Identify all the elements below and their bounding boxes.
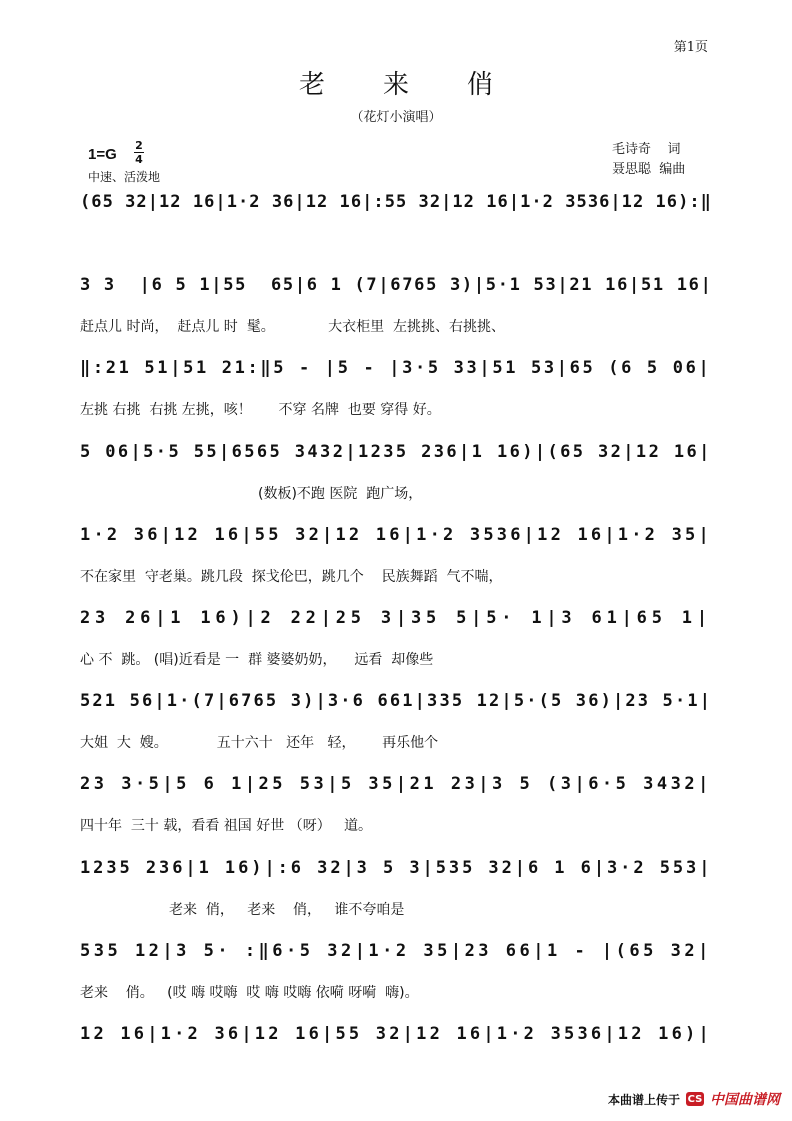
lyrics-line <box>80 900 712 920</box>
notation-line <box>80 356 712 382</box>
lyrics-line <box>80 983 712 1003</box>
lyrics-text: (数板)不跑 医院 跑广场， <box>80 486 423 502</box>
key-signature: 1=G <box>88 146 117 163</box>
time-signature-bottom: 4 <box>135 153 143 166</box>
lyrics-line <box>80 234 712 254</box>
notation-line <box>80 190 712 216</box>
tempo-marking: 中速、活泼地 <box>88 170 161 184</box>
notation-line <box>80 440 712 466</box>
composer-credit: 聂思聪 编曲 <box>612 162 686 177</box>
jianpu-notes: 1·2 36|12 16|55 32|12 16|1·2 3536|12 16|1·2 35| <box>80 525 712 545</box>
notation-line <box>80 689 712 715</box>
site-name: 中国曲谱网 <box>710 1092 780 1108</box>
lyrics-line <box>80 484 712 504</box>
jianpu-notes: 5 06|5·5 55|6565 3432|1235 236|1 16)|(65 32|12 16| <box>80 442 712 462</box>
song-title: 老来俏 <box>298 70 551 100</box>
lyrics-text: 四十年 三十 载，看看 祖国 好世 （呀） 道。 <box>80 818 373 834</box>
time-signature <box>134 140 144 165</box>
lyrics-text: 老来 俏。 (哎 嗨 哎嗨 哎 嗨 哎嗨 依嗬 呀嗬 嗨)。 <box>80 985 419 1001</box>
lyrics-line <box>80 567 712 587</box>
notation-line <box>80 606 712 632</box>
notation-line <box>80 1022 712 1048</box>
page-number: 第1页 <box>673 40 708 55</box>
notation-line <box>80 523 712 549</box>
jianpu-notes: 23 3·5|5 6 1|25 53|5 35|21 23|3 5 (3|6·5 3432| <box>80 774 712 794</box>
time-signature-top: 2 <box>135 139 143 152</box>
upload-footer <box>608 1089 780 1109</box>
jianpu-notes: 3 3 |6 5 1|55 65|6 1 (7|6765 3)|5·1 53|21 16|51 16| <box>80 275 713 295</box>
jianpu-notes: 23 26|1 16)|2 22|25 3|35 5|5· 1|3 61|65 1| <box>80 608 712 628</box>
jianpu-notes: (65 32|12 16|1·2 36|12 16|:55 32|12 16|1·2 3536|12 16):‖ <box>80 192 712 212</box>
lyrics-text: 不在家里 守老巢。跳几段 探戈伦巴，跳几个 民族舞蹈 气不喘， <box>80 569 503 585</box>
lyrics-line <box>80 650 712 670</box>
notation-line <box>80 772 712 798</box>
lyrics-text: 赶点儿 时尚， 赶点儿 时 髦。 大衣柜里 左挑挑、右挑挑、 <box>80 319 506 335</box>
lyrics-line <box>80 400 712 420</box>
lyrics-text: 左挑 右挑 右挑 左挑，咳！ 不穿 名牌 也要 穿得 好。 <box>80 402 441 418</box>
jianpu-notes: 12 16|1·2 36|12 16|55 32|12 16|1·2 3536|12 16)| <box>80 1024 712 1044</box>
jianpu-notes: ‖:21 51|51 21:‖5 - |5 - |3·5 33|51 53|65 (6 5 06| <box>80 358 712 378</box>
jianpu-notes: 521 56|1·(7|6765 3)|3·6 661|335 12|5·(5 36)|23 5·1| <box>80 691 713 711</box>
lyrics-line <box>80 733 712 753</box>
credits <box>612 140 685 180</box>
notation-line <box>80 939 712 965</box>
lyricist-credit: 毛诗奇 词 <box>612 142 681 157</box>
lyrics-text: 老来 俏， 老来 俏， 谁不夸咱是 <box>80 902 405 918</box>
lyrics-text: 心 不 跳。 (唱)近看是 一 群 婆婆奶奶， 远看 却像些 <box>80 652 434 668</box>
upload-note: 本曲谱上传于 <box>607 1092 680 1107</box>
notation-line <box>80 856 712 882</box>
lyrics-line <box>80 317 712 337</box>
song-subtitle: （花灯小演唱） <box>350 110 442 125</box>
jianpu-notes: 535 12|3 5· :‖6·5 32|1·2 35|23 66|1 - |(65 32| <box>80 941 712 961</box>
jianpu-notes: 1235 236|1 16)|:6 32|3 5 3|535 32|6 1 6|3·2 553| <box>80 858 713 878</box>
notation-line <box>80 273 712 299</box>
lyrics-text: 大姐 大 嫂。 五十六十 还年 轻， 再乐他个 <box>80 735 439 751</box>
site-logo-icon: CS <box>687 1093 703 1105</box>
lyrics-line <box>80 816 712 836</box>
lyrics-line <box>80 1066 712 1086</box>
